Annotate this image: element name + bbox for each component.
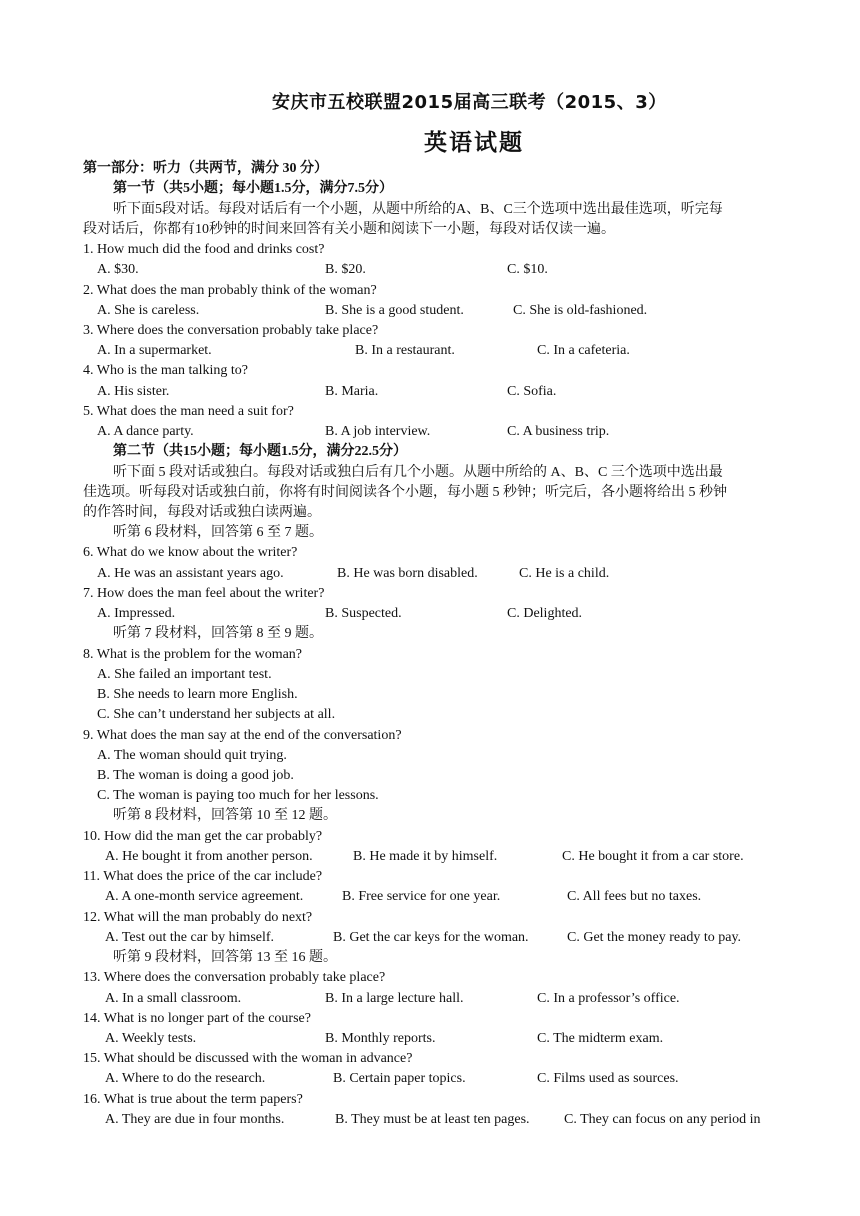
question-11-option-b: B. Free service for one year. (342, 889, 501, 904)
question-1-stem: 1. How much did the food and drinks cost? (83, 242, 325, 257)
question-12-option-b: B. Get the car keys for the woman. (333, 930, 529, 945)
question-7-option-c: C. Delighted. (507, 606, 583, 621)
question-7-option-a: A. Impressed. (97, 606, 176, 621)
question-16-option-c: C. They can focus on any period in (564, 1112, 761, 1127)
question-8-option-b: B. She needs to learn more English. (97, 687, 298, 702)
question-1-option-c: C. $10. (507, 262, 548, 277)
question-3-option-a: A. In a supermarket. (97, 343, 212, 358)
question-10-option-a: A. He bought it from another person. (105, 849, 313, 864)
question-14-option-b: B. Monthly reports. (325, 1031, 436, 1046)
question-15-stem: 15. What should be discussed with the woman in advance? (83, 1051, 413, 1066)
question-11-option-c: C. All fees but no taxes. (567, 889, 702, 904)
question-10-stem: 10. How did the man get the car probably? (83, 829, 323, 844)
question-13-option-c: C. In a professor’s office. (537, 991, 680, 1006)
question-14-option-c: C. The midterm exam. (537, 1031, 664, 1046)
question-5-option-a: A. A dance party. (97, 424, 194, 439)
question-8-stem: 8. What is the problem for the woman? (83, 647, 303, 662)
question-4-option-b: B. Maria. (325, 384, 379, 399)
question-16-stem: 16. What is true about the term papers? (83, 1092, 303, 1107)
question-3-option-c: C. In a cafeteria. (537, 343, 630, 358)
question-2-option-b: B. She is a good student. (325, 303, 464, 318)
question-2-option-c: C. She is old-fashioned. (513, 303, 648, 318)
question-15-option-a: A. Where to do the research. (105, 1071, 266, 1086)
section1-instruction-line1: 听下面5段对话。每段对话后有一个小题，从题中所给的A、B、C三个选项中选出最佳选项，听完每 (113, 202, 723, 217)
question-6-option-c: C. He is a child. (519, 566, 610, 581)
question-13-option-a: A. In a small classroom. (105, 991, 242, 1006)
material-6-note: 听第 6 段材料，回答第 6 至 7 题。 (113, 525, 323, 540)
question-2-stem: 2. What does the man probably think of the woman? (83, 283, 377, 298)
question-8-option-a: A. She failed an important test. (97, 667, 272, 682)
question-6-stem: 6. What do we know about the writer? (83, 545, 298, 560)
question-9-option-b: B. The woman is doing a good job. (97, 768, 294, 783)
material-9-note: 听第 9 段材料，回答第 13 至 16 题。 (113, 950, 337, 965)
section2-instruction-line2: 佳选项。听每段对话或独白前，你将有时间阅读各个小题，每小题 5 秒钟；听完后，各小题将给出 5 秒钟 (83, 485, 727, 500)
question-9-stem: 9. What does the man say at the end of the conversation? (83, 728, 402, 743)
question-10-option-b: B. He made it by himself. (353, 849, 498, 864)
exam-subtitle: 英语试题 (424, 130, 524, 156)
question-5-option-c: C. A business trip. (507, 424, 610, 439)
question-3-option-b: B. In a restaurant. (355, 343, 455, 358)
question-14-option-a: A. Weekly tests. (105, 1031, 197, 1046)
question-1-option-b: B. $20. (325, 262, 366, 277)
question-12-option-c: C. Get the money ready to pay. (567, 930, 742, 945)
exam-title: 安庆市五校联盟2015届高三联考（2015、3） (272, 92, 667, 113)
question-12-option-a: A. Test out the car by himself. (105, 930, 275, 945)
material-8-note: 听第 8 段材料，回答第 10 至 12 题。 (113, 808, 337, 823)
section2-instruction-line1: 听下面 5 段对话或独白。每段对话或独白后有几个小题。从题中所给的 A、B、C 三个选项中选出最 (113, 465, 723, 480)
section2-heading: 第二节（共15小题；每小题1.5分，满分22.5分） (113, 444, 407, 459)
question-10-option-c: C. He bought it from a car store. (562, 849, 744, 864)
question-6-option-a: A. He was an assistant years ago. (97, 566, 284, 581)
section2-instruction-line3: 的作答时间，每段对话或独白读两遍。 (83, 505, 321, 520)
question-6-option-b: B. He was born disabled. (337, 566, 478, 581)
question-5-stem: 5. What does the man need a suit for? (83, 404, 294, 419)
question-11-option-a: A. A one-month service agreement. (105, 889, 304, 904)
question-11-stem: 11. What does the price of the car include? (83, 869, 323, 884)
question-2-option-a: A. She is careless. (97, 303, 200, 318)
question-4-option-a: A. His sister. (97, 384, 170, 399)
question-15-option-b: B. Certain paper topics. (333, 1071, 466, 1086)
question-1-option-a: A. $30. (97, 262, 139, 277)
question-4-option-c: C. Sofia. (507, 384, 557, 399)
part1-heading: 第一部分：听力（共两节，满分 30 分） (83, 161, 328, 176)
question-3-stem: 3. Where does the conversation probably take place? (83, 323, 379, 338)
section1-instruction-line2: 段对话后，你都有10秒钟的时间来回答有关小题和阅读下一小题，每段对话仅读一遍。 (83, 222, 615, 237)
question-13-stem: 13. Where does the conversation probably take place? (83, 970, 386, 985)
section1-heading: 第一节（共5小题；每小题1.5分，满分7.5分） (113, 181, 393, 196)
question-9-option-a: A. The woman should quit trying. (97, 748, 287, 763)
question-5-option-b: B. A job interview. (325, 424, 431, 439)
question-16-option-a: A. They are due in four months. (105, 1112, 285, 1127)
question-7-option-b: B. Suspected. (325, 606, 402, 621)
question-16-option-b: B. They must be at least ten pages. (335, 1112, 530, 1127)
question-13-option-b: B. In a large lecture hall. (325, 991, 464, 1006)
question-9-option-c: C. The woman is paying too much for her lessons. (97, 788, 379, 803)
question-15-option-c: C. Films used as sources. (537, 1071, 679, 1086)
question-12-stem: 12. What will the man probably do next? (83, 910, 313, 925)
question-4-stem: 4. Who is the man talking to? (83, 363, 248, 378)
question-7-stem: 7. How does the man feel about the writer? (83, 586, 325, 601)
material-7-note: 听第 7 段材料，回答第 8 至 9 题。 (113, 626, 323, 641)
question-8-option-c: C. She can’t understand her subjects at all. (97, 707, 336, 722)
question-14-stem: 14. What is no longer part of the course? (83, 1011, 311, 1026)
